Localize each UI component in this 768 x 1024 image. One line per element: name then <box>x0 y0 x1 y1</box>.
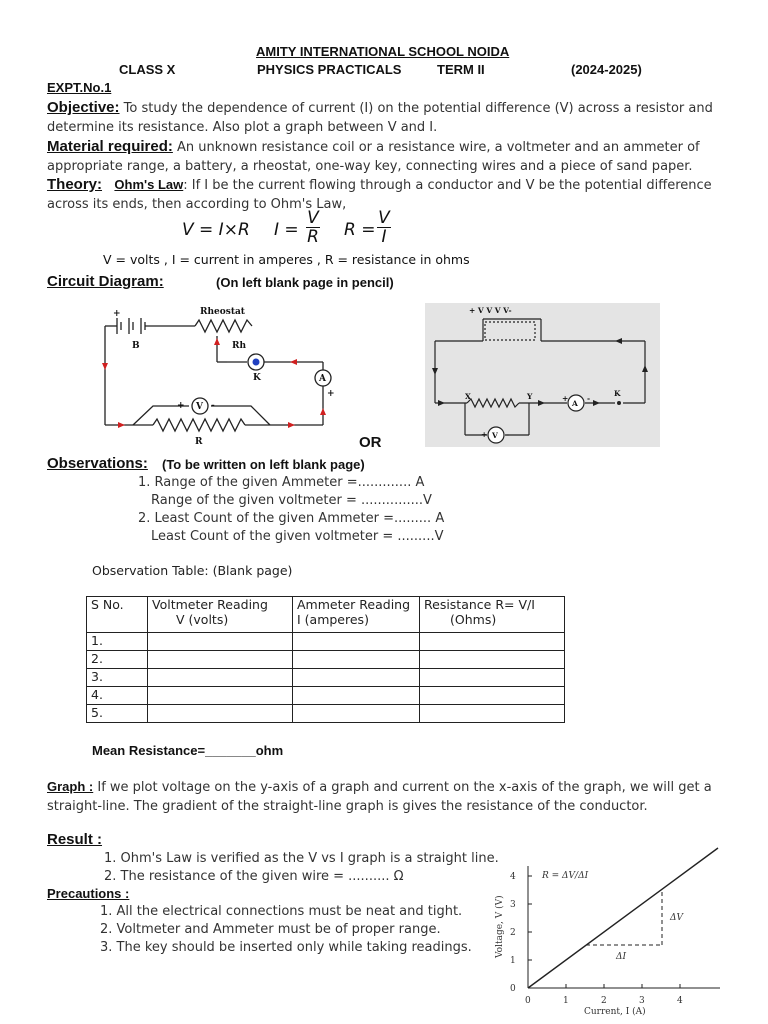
result-item-1: 1. Ohm's Law is verified as the V vs I graph is a straight line. <box>104 851 499 866</box>
obs-item-3: 2. Least Count of the given Ammeter =......... A <box>138 511 445 526</box>
x-tick-3: 3 <box>639 996 645 1006</box>
th-resistance-line2: (Ohms) <box>450 612 497 627</box>
cell-empty <box>148 705 293 723</box>
material-line2: appropriate range, a battery, a rheostat, one-way key, connecting wires and a piece of sand paper. <box>47 159 693 174</box>
formula-r-den: I <box>381 227 387 247</box>
label-voltmeter-v2: V <box>492 431 498 440</box>
label-plus-3: + <box>327 389 335 399</box>
x-tick-2: 2 <box>601 996 607 1006</box>
row-sno: 1. <box>87 633 148 651</box>
label-plus-2: + <box>177 401 185 411</box>
expt-number: EXPT.No.1 <box>47 80 112 95</box>
obs-item-2: Range of the given voltmeter = ...............V <box>151 493 432 508</box>
cell-empty <box>420 687 565 705</box>
cell-empty <box>293 705 420 723</box>
x-tick-4: 4 <box>677 996 683 1006</box>
label-rh: Rh <box>232 341 247 351</box>
table-row <box>87 687 565 705</box>
table-header-row <box>87 597 565 633</box>
formula-r-num: V <box>378 208 390 228</box>
x-tick-1: 1 <box>563 996 569 1006</box>
y-tick-4: 4 <box>510 872 516 882</box>
formula-r-fraction <box>377 210 391 246</box>
label-ammeter-a: A <box>319 374 326 384</box>
result-list <box>104 850 499 886</box>
th-resistance-line1: Resistance R= V/I <box>424 597 535 612</box>
graph-line1: If we plot voltage on the y-axis of a graph and current on the x-axis of the graph, we will get a <box>93 780 712 795</box>
theory-line2: across its ends, then according to Ohm's Law, <box>47 197 347 212</box>
theory-line1: : If I be the current flowing through a conductor and V be the potential difference <box>183 178 712 193</box>
th-ammeter-line2: I (amperes) <box>297 612 369 627</box>
subject-label: PHYSICS PRACTICALS <box>257 62 402 77</box>
theory-label: Theory: <box>47 176 103 193</box>
objective-line1: To study the dependence of current (I) on the potential difference (V) across a resistor and <box>119 101 713 116</box>
cell-empty <box>420 705 565 723</box>
table-row <box>87 633 565 651</box>
y-axis-label: Voltage, V (V) <box>495 895 505 958</box>
cell-empty <box>420 669 565 687</box>
obs-item-1: 1. Range of the given Ammeter =............. A <box>138 475 425 490</box>
label-battery-b: B <box>132 341 140 351</box>
table-row <box>87 651 565 669</box>
formula-i-num: V <box>307 208 319 228</box>
observation-table <box>86 596 565 723</box>
table-row <box>87 705 565 723</box>
row-sno: 3. <box>87 669 148 687</box>
y-tick-2: 2 <box>510 928 516 938</box>
label-key-k2: K <box>614 389 621 398</box>
delta-v-label: ΔV <box>670 913 683 923</box>
objective-label: Objective: <box>47 99 120 116</box>
formula-i-den: R <box>307 227 319 247</box>
circuit-diagram-2 <box>425 303 660 447</box>
result-item-2: 2. The resistance of the given wire = .......... Ω <box>104 869 404 884</box>
label-top-terminals: + V V V V- <box>469 306 512 315</box>
graph-block <box>47 777 767 816</box>
th-sno-line1: S No. <box>91 597 124 612</box>
label-rheostat: Rheostat <box>200 307 245 317</box>
precaution-item-3: 3. The key should be inserted only while taking readings. <box>100 940 472 955</box>
th-ammeter-line1: Ammeter Reading <box>297 597 411 612</box>
observations-list <box>138 474 444 546</box>
class-label: CLASS X <box>119 62 176 77</box>
x-axis-label: Current, I (A) <box>584 1007 646 1017</box>
result-label: Result : <box>47 831 103 848</box>
label-minus-3: - <box>506 430 510 439</box>
mean-resistance: Mean Resistance=_______ohm <box>92 743 284 758</box>
cell-empty <box>148 669 293 687</box>
row-sno: 4. <box>87 687 148 705</box>
cell-empty <box>420 633 565 651</box>
cell-empty <box>148 687 293 705</box>
formula-r-lhs: R = <box>344 220 376 240</box>
label-x: X <box>465 392 471 401</box>
objective-line2: determine its resistance. Also plot a graph between V and I. <box>47 120 438 135</box>
material-line1: An unknown resistance coil or a resistance wire, a voltmeter and an ammeter of <box>172 140 700 155</box>
th-voltmeter <box>148 597 293 633</box>
x-tick-0: 0 <box>525 996 531 1006</box>
th-resistance <box>420 597 565 633</box>
cell-empty <box>293 651 420 669</box>
circuit-diagram-1 <box>95 300 345 452</box>
th-voltmeter-line1: Voltmeter Reading <box>152 597 268 612</box>
y-tick-1: 1 <box>510 956 516 966</box>
term-label: TERM II <box>437 62 485 77</box>
graph-label: Graph : <box>47 779 94 794</box>
label-resistor-r: R <box>195 437 203 447</box>
y-tick-3: 3 <box>510 900 516 910</box>
slope-label: R = ΔV/ΔI <box>542 871 589 881</box>
vi-line <box>528 848 718 988</box>
circuit-note: (On left blank page in pencil) <box>216 275 394 290</box>
row-sno: 5. <box>87 705 148 723</box>
material-block <box>47 137 767 176</box>
label-voltmeter-v: V <box>196 402 203 412</box>
formula-i-lhs: I = <box>274 220 299 240</box>
formula-i-fraction <box>306 210 320 246</box>
precaution-item-2: 2. Voltmeter and Ammeter must be of proper range. <box>100 922 441 937</box>
ohms-law-label: Ohm's Law <box>114 177 184 192</box>
cell-empty <box>148 651 293 669</box>
precautions-label: Precautions : <box>47 886 130 901</box>
label-minus-2: - <box>587 394 591 403</box>
cell-empty <box>293 687 420 705</box>
precaution-item-1: 1. All the electrical connections must be neat and tight. <box>100 904 463 919</box>
objective-block <box>47 98 757 137</box>
circuit-label: Circuit Diagram: <box>47 273 164 290</box>
th-ammeter <box>293 597 420 633</box>
theory-block <box>47 175 767 214</box>
th-voltmeter-line2: V (volts) <box>176 612 229 627</box>
label-minus-1: - <box>211 401 215 411</box>
label-plus-1: + <box>113 309 121 319</box>
cell-empty <box>420 651 565 669</box>
delta-i-label: ΔI <box>616 952 627 962</box>
label-plus-4: + <box>562 394 569 403</box>
formula-v-ir: V = I×R <box>182 220 250 240</box>
observations-note: (To be written on left blank page) <box>162 457 365 472</box>
year-label: (2024-2025) <box>571 62 642 77</box>
label-ammeter-a2: A <box>572 399 578 408</box>
row-sno: 2. <box>87 651 148 669</box>
y-tick-0: 0 <box>510 984 516 994</box>
cell-empty <box>293 669 420 687</box>
label-y: Y <box>527 392 533 401</box>
table-caption: Observation Table: (Blank page) <box>92 563 293 578</box>
obs-item-4: Least Count of the given voltmeter = .........V <box>151 529 444 544</box>
or-label: OR <box>359 434 382 451</box>
precautions-list <box>100 903 472 957</box>
school-name: AMITY INTERNATIONAL SCHOOL NOIDA <box>256 44 510 59</box>
observations-label: Observations: <box>47 455 148 472</box>
label-key-k: K <box>253 373 261 383</box>
graph-line2: straight-line. The gradient of the straight-line graph is gives the resistance of the conductor. <box>47 799 648 814</box>
cell-empty <box>293 633 420 651</box>
table-row <box>87 669 565 687</box>
cell-empty <box>148 633 293 651</box>
material-label: Material required: <box>47 138 173 155</box>
th-sno <box>87 597 148 633</box>
formula-units: V = volts , I = current in amperes , R = resistance in ohms <box>103 252 470 267</box>
vi-graph <box>488 838 728 1020</box>
label-plus-5: + <box>481 430 488 439</box>
